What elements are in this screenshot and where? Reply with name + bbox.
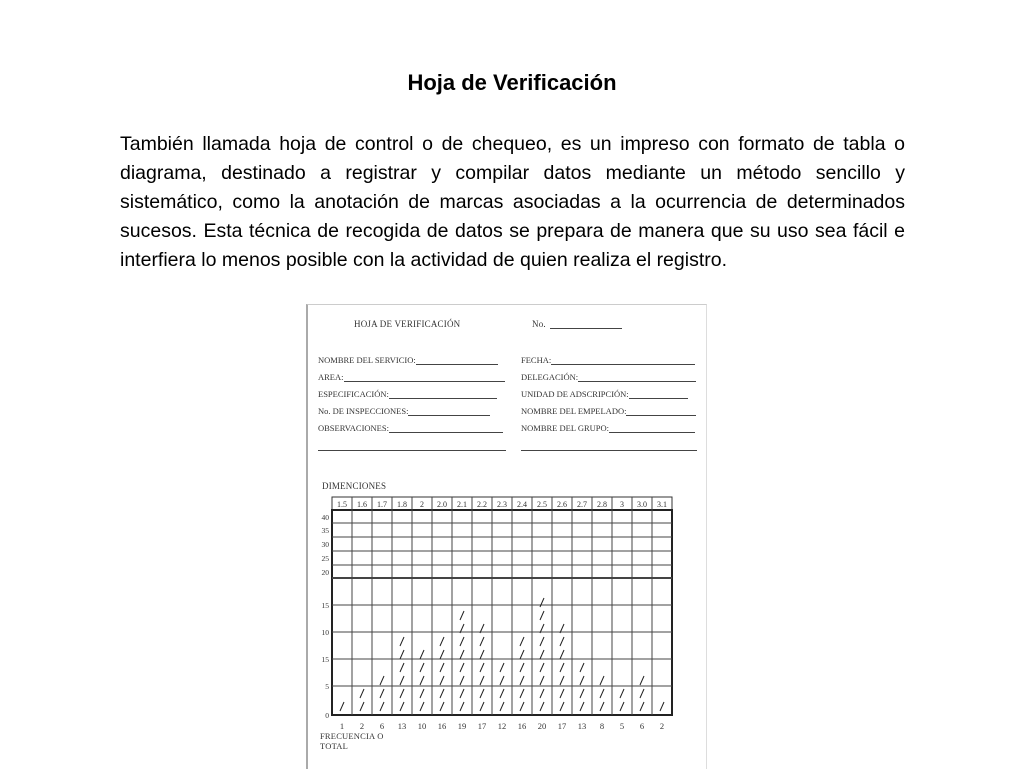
row-label: 0 — [325, 711, 329, 720]
tally-mark — [460, 637, 464, 646]
form-field-label: OBSERVACIONES: — [318, 423, 389, 433]
frequency-value: 8 — [599, 721, 605, 731]
tally-mark — [400, 702, 404, 711]
tally-mark — [500, 702, 504, 711]
tally-mark — [400, 676, 404, 685]
tally-grid — [308, 305, 706, 769]
tally-mark — [420, 689, 424, 698]
tally-mark — [600, 702, 604, 711]
row-label: 15 — [321, 655, 329, 664]
tally-mark — [560, 702, 564, 711]
tally-mark — [560, 637, 564, 646]
tally-mark — [580, 689, 584, 698]
column-label: 2.8 — [597, 500, 607, 509]
row-label: 20 — [321, 568, 329, 577]
grid-frame — [332, 510, 672, 715]
tally-mark — [380, 676, 384, 685]
row-label: 5 — [325, 682, 329, 691]
tally-mark — [540, 676, 544, 685]
tally-mark — [400, 689, 404, 698]
tally-mark — [620, 689, 624, 698]
tally-mark — [440, 663, 444, 672]
form-title: HOJA DE VERIFICACIÓN — [354, 319, 461, 329]
row-label: 35 — [321, 526, 329, 535]
tally-mark — [520, 650, 524, 659]
column-label: 1.8 — [397, 500, 407, 509]
tally-mark — [440, 702, 444, 711]
tally-mark — [380, 702, 384, 711]
frequency-value: 17 — [557, 721, 567, 731]
tally-mark — [460, 702, 464, 711]
column-label: 1.6 — [357, 500, 367, 509]
column-label: 2.4 — [517, 500, 527, 509]
tally-mark — [540, 650, 544, 659]
tally-mark — [440, 689, 444, 698]
tally-mark — [460, 650, 464, 659]
column-label: 1.5 — [337, 500, 347, 509]
tally-mark — [480, 650, 484, 659]
tally-mark — [560, 676, 564, 685]
form-field-label: DELEGACIÓN: — [521, 372, 579, 382]
tally-mark — [440, 637, 444, 646]
tally-mark — [540, 598, 544, 607]
tally-mark — [460, 689, 464, 698]
frequency-value: 6 — [379, 721, 385, 731]
tally-mark — [460, 676, 464, 685]
column-label: 2.5 — [537, 500, 547, 509]
tally-mark — [520, 663, 524, 672]
tally-mark — [480, 676, 484, 685]
frequency-value: 19 — [457, 721, 467, 731]
column-label: 2.1 — [457, 500, 467, 509]
form-field-label: NOMBRE DEL SERVICIO: — [318, 355, 416, 365]
row-label: 25 — [321, 554, 329, 563]
tally-mark — [400, 637, 404, 646]
tally-mark — [640, 702, 644, 711]
frequency-value: 2 — [359, 721, 365, 731]
form-number-label: No. — [532, 319, 546, 329]
form-field-label: FECHA: — [521, 355, 552, 365]
column-label: 3 — [620, 500, 624, 509]
tally-mark — [640, 689, 644, 698]
tally-mark — [420, 650, 424, 659]
column-label: 2.3 — [497, 500, 507, 509]
dimensions-label: DIMENCIONES — [322, 481, 387, 491]
tally-mark — [420, 702, 424, 711]
tally-mark — [560, 650, 564, 659]
tally-mark — [500, 676, 504, 685]
frequency-value: 5 — [619, 721, 625, 731]
form-field-label: NOMBRE DEL EMPELADO: — [521, 406, 627, 416]
tally-mark — [480, 689, 484, 698]
tally-mark — [540, 663, 544, 672]
tally-mark — [360, 702, 364, 711]
tally-mark — [560, 663, 564, 672]
column-label: 1.7 — [377, 500, 387, 509]
tally-mark — [520, 689, 524, 698]
tally-mark — [600, 676, 604, 685]
form-field-label: ESPECIFICACIÓN: — [318, 389, 389, 399]
frequency-value: 1 — [339, 721, 345, 731]
row-label: 40 — [321, 513, 329, 522]
frequency-value: 17 — [477, 721, 487, 731]
form-field-label: AREA: — [318, 372, 344, 382]
tally-mark — [480, 663, 484, 672]
tally-mark — [540, 637, 544, 646]
tally-mark — [580, 663, 584, 672]
tally-mark — [620, 702, 624, 711]
tally-mark — [600, 689, 604, 698]
column-label: 3.0 — [637, 500, 647, 509]
check-sheet-image — [306, 304, 707, 769]
tally-mark — [480, 702, 484, 711]
frequency-value: 16 — [437, 721, 447, 731]
tally-mark — [520, 702, 524, 711]
tally-mark — [460, 663, 464, 672]
tally-mark — [640, 676, 644, 685]
tally-mark — [400, 650, 404, 659]
tally-mark — [360, 689, 364, 698]
tally-mark — [480, 637, 484, 646]
column-label: 3.1 — [657, 500, 667, 509]
tally-mark — [540, 689, 544, 698]
tally-mark — [340, 702, 344, 711]
row-label: 10 — [321, 628, 329, 637]
frequency-value: 13 — [577, 721, 587, 731]
tally-mark — [560, 689, 564, 698]
column-label: 2.0 — [437, 500, 447, 509]
tally-mark — [400, 663, 404, 672]
tally-mark — [520, 637, 524, 646]
tally-mark — [660, 702, 664, 711]
tally-mark — [580, 702, 584, 711]
frequency-value: 2 — [659, 721, 665, 731]
column-label: 2.6 — [557, 500, 567, 509]
description-paragraph: También llamada hoja de control o de chequeo, es un impreso con formato de tabla o diagrama, destinado a registrar y compilar datos mediante un método sencillo y sistemático, como la anotación de marcas asociadas a la ocurrencia de determinados sucesos. Esta técnica de recogida de datos se prepara de manera que su uso sea fácil e interfiera lo menos posible con la actividad de quien realiza el registro. — [120, 133, 905, 271]
tally-mark — [520, 676, 524, 685]
page-title: Hoja de Verificación — [407, 70, 617, 95]
tally-mark — [540, 702, 544, 711]
frequency-value: 12 — [497, 721, 507, 731]
frequency-value: 16 — [517, 721, 527, 731]
frequency-value: 20 — [537, 721, 547, 731]
tally-mark — [540, 611, 544, 620]
row-label: 30 — [321, 540, 329, 549]
tally-mark — [500, 663, 504, 672]
column-label: 2.2 — [477, 500, 487, 509]
frequency-value: 13 — [397, 721, 407, 731]
frequency-value: 6 — [639, 721, 645, 731]
frequency-value: 10 — [417, 721, 427, 731]
frequency-label: FRECUENCIA O TOTAL — [320, 731, 384, 751]
tally-mark — [380, 689, 384, 698]
tally-mark — [460, 611, 464, 620]
form-field-label: UNIDAD DE ADSCRIPCIÓN: — [521, 389, 629, 399]
form-field-label: NOMBRE DEL GRUPO: — [521, 423, 609, 433]
tally-mark — [420, 676, 424, 685]
column-label: 2 — [420, 500, 424, 509]
tally-mark — [440, 650, 444, 659]
tally-mark — [500, 689, 504, 698]
column-label: 2.7 — [577, 500, 587, 509]
tally-mark — [580, 676, 584, 685]
tally-mark — [440, 676, 444, 685]
row-label: 15 — [321, 601, 329, 610]
tally-mark — [420, 663, 424, 672]
form-field-label: No. DE INSPECCIONES: — [318, 406, 409, 416]
